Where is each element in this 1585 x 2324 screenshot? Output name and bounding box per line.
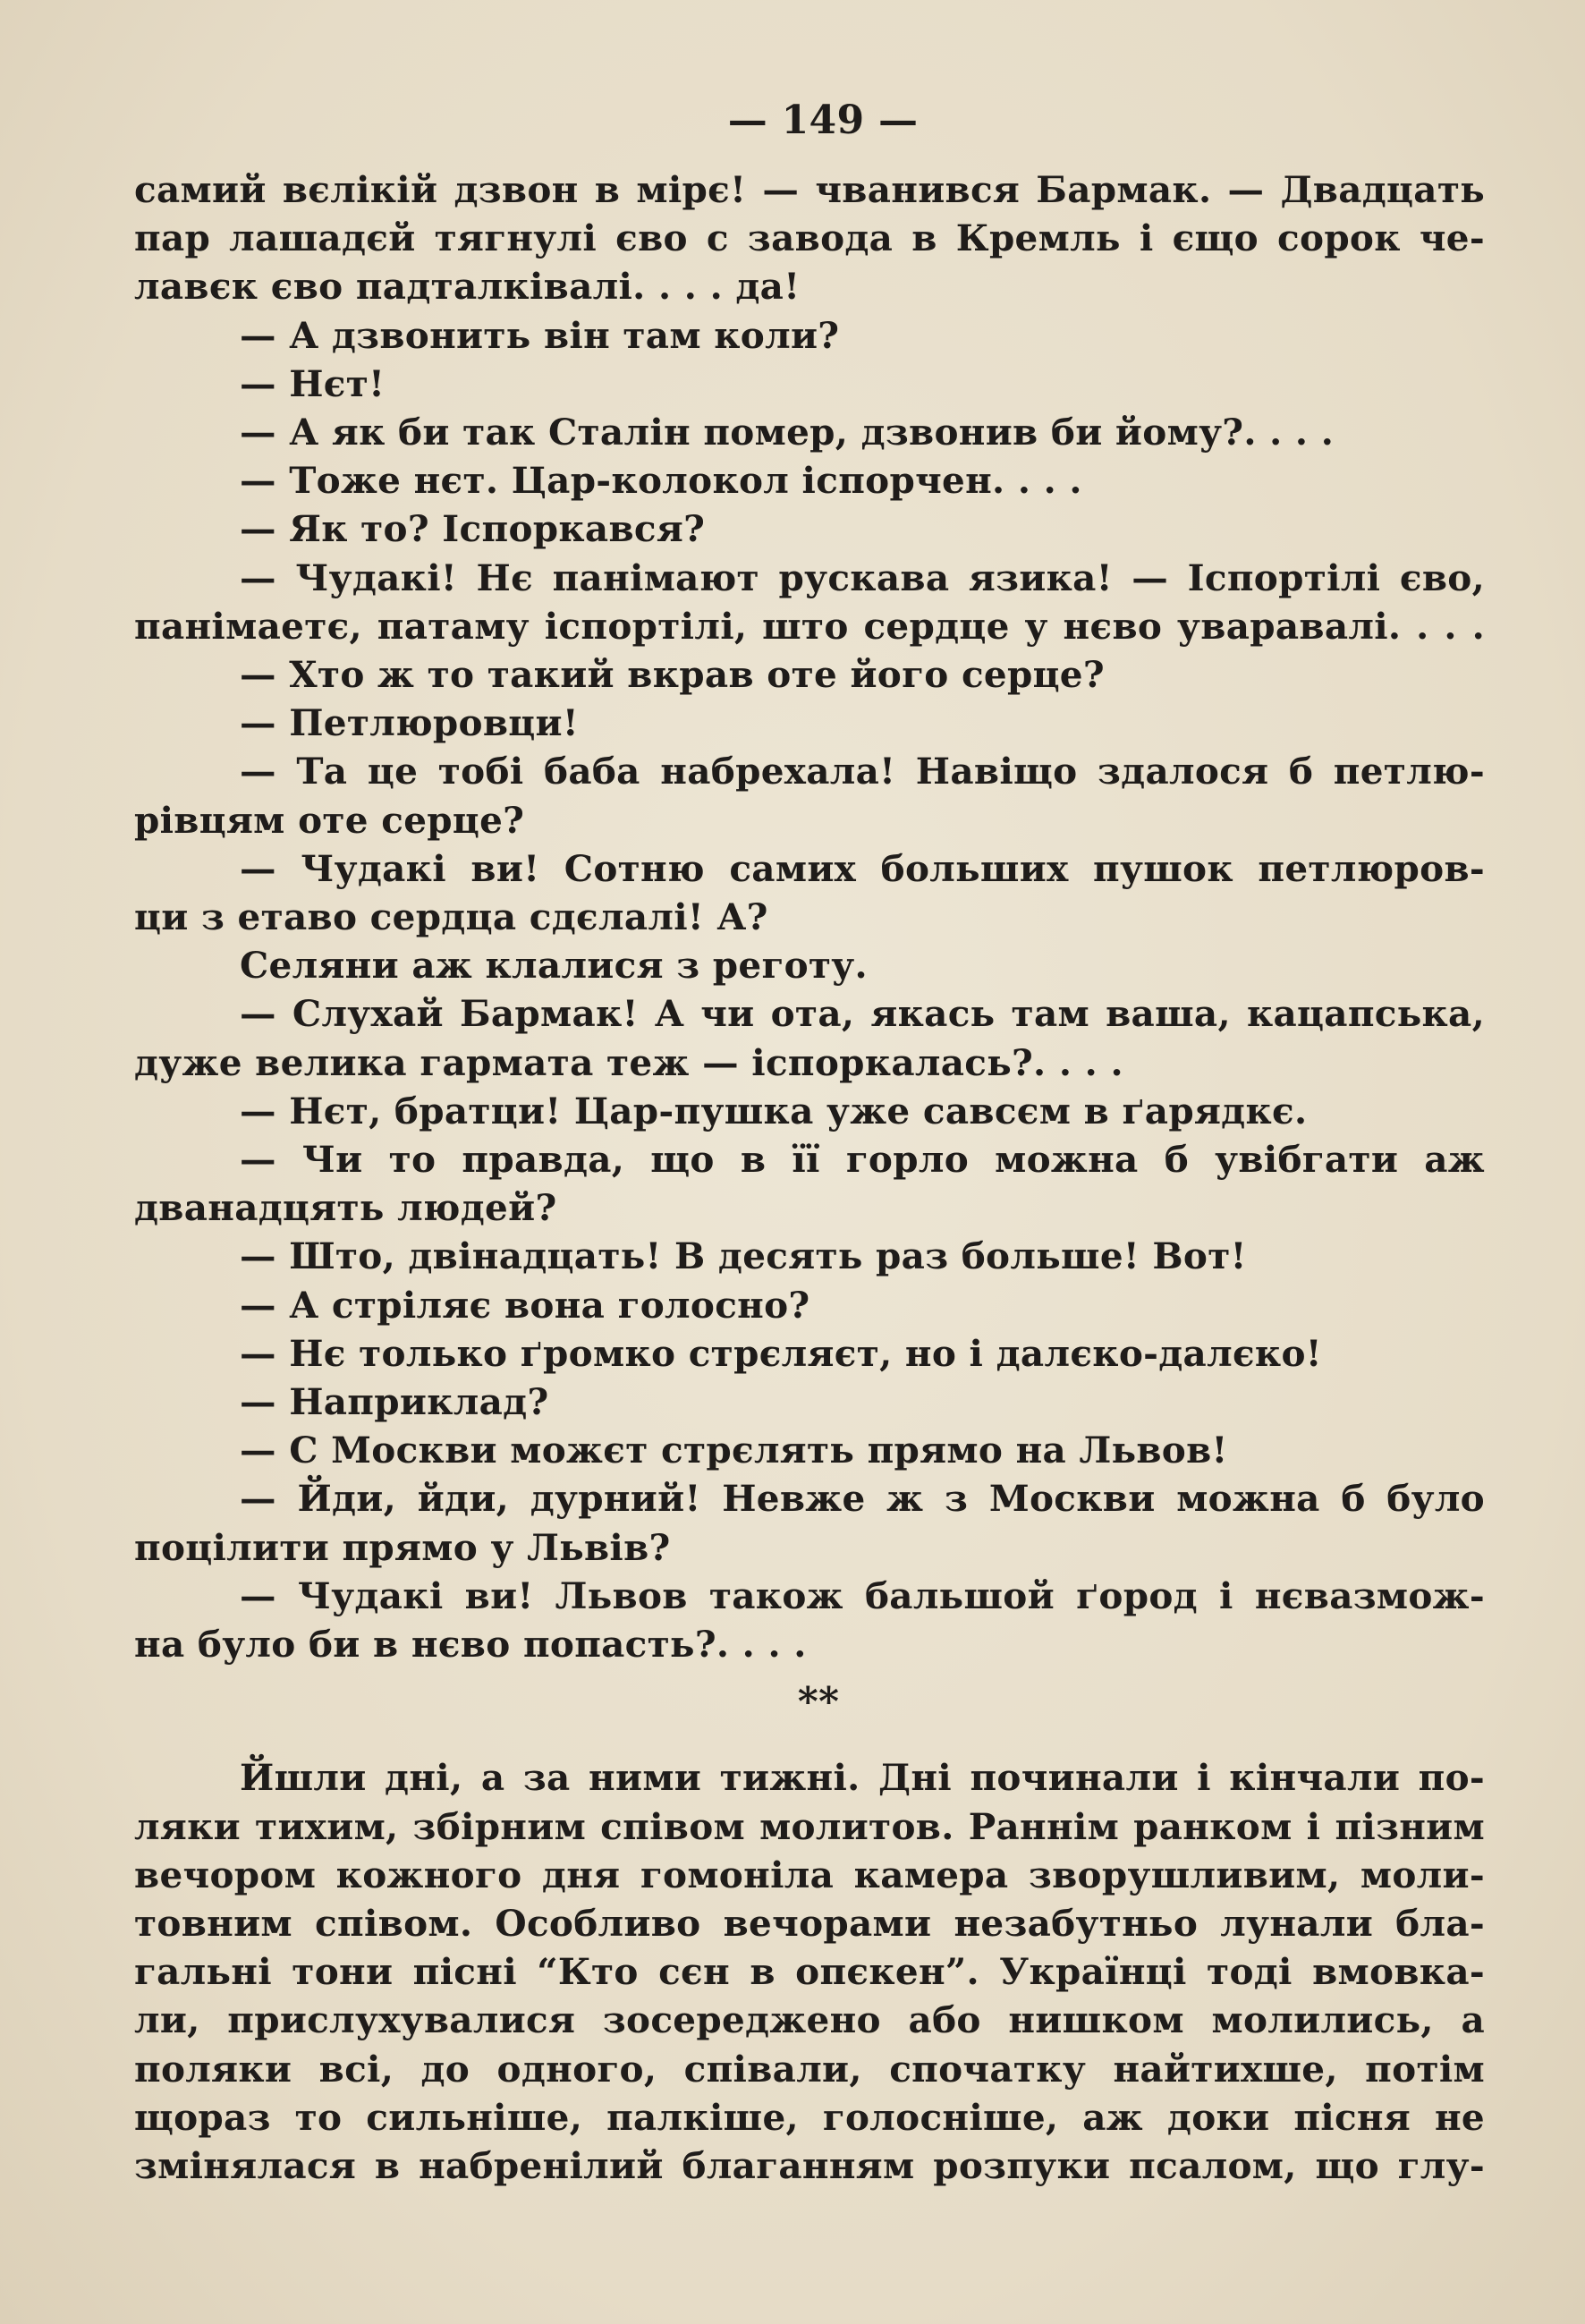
text-line: Селяни аж клалися з реготу. [240, 944, 868, 988]
text-line: — А як би так Сталін помер, дзвонив би йому?. . . . [240, 411, 1335, 454]
narrative-section [134, 1753, 1485, 2190]
text-line: поцілити прямо у Львів? [134, 1525, 671, 1569]
text-line: ли, прислухувалися зосереджено або нишком молились, а [134, 1998, 1485, 2042]
page-number: — 149 — [727, 98, 919, 143]
text-line: — Наприклад? [240, 1380, 549, 1424]
asterism: ** [797, 1679, 840, 1726]
text-line: вечором кожного дня гомоніла камера зворушливим, моли- [134, 1853, 1485, 1896]
text-line: — Хто ж то такий вкрав оте його серце? [240, 653, 1105, 697]
page-text-block [134, 94, 1485, 2190]
text-line: лавєк єво падталківалі. . . . да! [134, 265, 801, 309]
text-line: змінялася в набренілий благанням розпуки псалом, що глу- [134, 2143, 1485, 2187]
text-line: дуже велика гармата теж — іспоркалась?. . . . [134, 1040, 1123, 1084]
text-line: поляки всі, до одного, співали, спочатку найтихше, потім [134, 2047, 1485, 2091]
text-line: — Нєт! [240, 361, 386, 405]
text-line: — Чудакі ви! Львов також бальшой ґород і нєвазмож- [240, 1573, 1485, 1617]
text-line: щораз то сильніше, палкіше, голосніше, аж доки пісня не [134, 2095, 1485, 2139]
section-divider [152, 1668, 1485, 1753]
dialogue-section [134, 165, 1485, 1668]
text-line: гальні тони пісні “Кто сєн в опєкен”. Українці тоді вмовка- [134, 1950, 1485, 1994]
text-line: ляки тихим, збірним співом молитов. Раннім ранком і пізним [134, 1804, 1485, 1848]
text-line: дванадцять людей? [134, 1186, 557, 1230]
text-line: — Што, двінадцать! В десять раз больше! Вот! [240, 1234, 1247, 1278]
text-line: — А стріляє вона голосно? [240, 1283, 810, 1327]
text-line: — С Москви можєт стрєлять прямо на Львов! [240, 1429, 1228, 1472]
text-line: — Як то? Іспоркався? [240, 507, 706, 551]
text-line: — А дзвонить він там коли? [240, 313, 840, 357]
text-line: — Слухай Бармак! А чи ота, якась там ваша, кацапська, [240, 992, 1485, 1036]
text-line: Йшли дні, а за ними тижні. Дні починали і кінчали по- [240, 1756, 1485, 1800]
text-line: панімаетє, патаму іспортілі, што сердце у нєво уваравалі. . . . [134, 604, 1485, 648]
text-line: самий вєлікій дзвон в мірє! — чванився Бармак. — Двадцать [134, 168, 1485, 211]
text-line: товним співом. Особливо вечорами незабутньо лунали бла- [134, 1901, 1485, 1945]
text-line: на було би в нєво попасть?. . . . [134, 1623, 807, 1667]
text-line: — Чудакі ви! Сотню самих больших пушок петлюров- [240, 846, 1485, 890]
text-line: — Та це тобі баба набрехала! Навіщо здалося б петлю- [240, 750, 1485, 793]
text-line: ци з етаво сердца сдєлалі! А? [134, 895, 768, 939]
text-line: — Петлюровци! [240, 701, 579, 745]
text-line: рівцям оте серце? [134, 798, 525, 842]
text-line: — Нє только ґромко стрєляєт, но і далєко-далєко! [240, 1331, 1322, 1375]
text-line: — Нєт, братци! Цар-пушка уже савсєм в ґарядкє. [240, 1089, 1308, 1132]
text-line: — Тоже нєт. Цар-колокол іспорчен. . . . [240, 459, 1082, 503]
text-line: — Чи то правда, що в її горло можна б увібгати аж [240, 1138, 1485, 1182]
text-line: пар лашадєй тягнулі єво с завода в Кремль і єщо сорок че- [134, 216, 1485, 260]
text-line: — Йди, йди, дурний! Невже ж з Москви можна б було [240, 1477, 1485, 1521]
text-line: — Чудакі! Нє панімают рускава язика! — Іспортілі єво, [240, 556, 1485, 599]
